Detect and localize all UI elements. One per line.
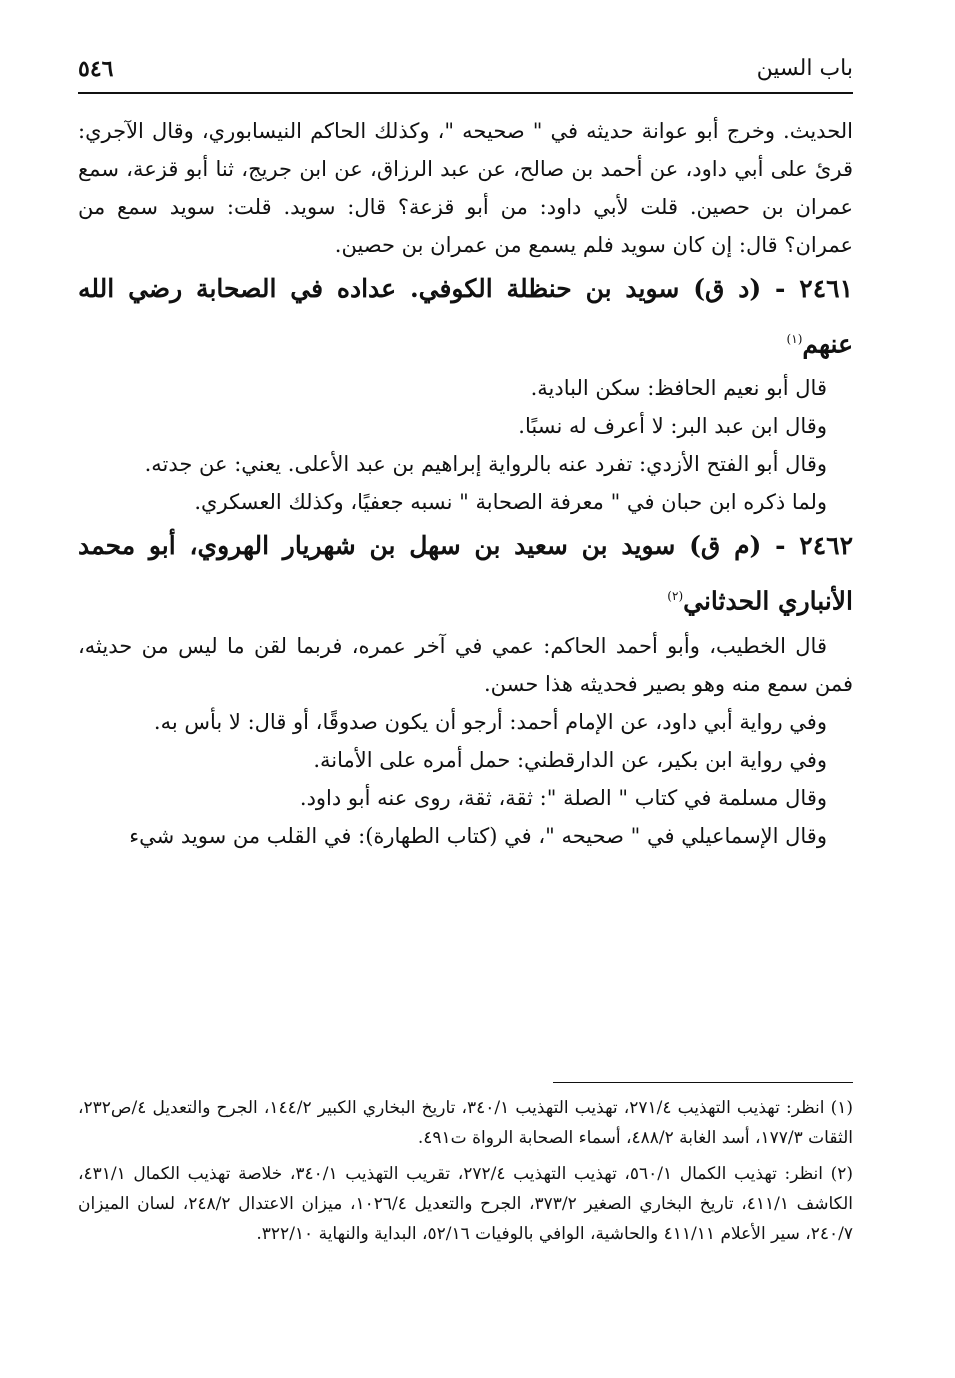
paragraph: قال الخطيب، وأبو أحمد الحاكم: عمي في آخر عمره، فربما لقن ما ليس من حديثه، فمن سمع منه وهو بصير فحديثه هذا حسن. bbox=[78, 633, 853, 696]
chapter-title: باب السين bbox=[756, 56, 853, 81]
paragraph: ولما ذكره ابن حبان في " معرفة الصحابة " نسبه جعفيًا، وكذلك العسكري. bbox=[194, 490, 827, 515]
footnote-marker[interactable]: (٢) bbox=[667, 589, 684, 604]
paragraph: وقال ابن عبد البر: لا أعرف له نسبًا. bbox=[518, 414, 827, 439]
entry-heading bbox=[78, 264, 853, 369]
footnote-divider bbox=[553, 1082, 853, 1083]
main-text bbox=[78, 112, 853, 855]
footnotes bbox=[78, 1082, 853, 1255]
paragraph: قال أبو نعيم الحافظ: سكن البادية. bbox=[530, 376, 827, 401]
paragraph: وقال أبو الفتح الأزدي: تفرد عنه بالرواية إبراهيم بن عبد الأعلى. يعني: عن جدته. bbox=[144, 452, 827, 477]
paragraph: وقال مسلمة في كتاب " الصلة ": ثقة، ثقة، روى عنه أبو داود. bbox=[299, 785, 827, 810]
entry-heading bbox=[78, 521, 853, 626]
entry-heading-text: ٢٤٦١ - (د ق) سويد بن حنظلة الكوفي. عداده في الصحابة رضي الله عنهم bbox=[78, 274, 853, 359]
running-header bbox=[78, 52, 853, 94]
paragraph: وقال الإسماعيلي في " صحيحه "، في (كتاب الطهارة): في القلب من سويد شيء bbox=[129, 823, 827, 848]
footnote: (١) انظر: تهذيب التهذيب ٢٧١/٤، تهذيب التهذيب ٣٤٠/١، تاريخ البخاري الكبير ١٤٤/٢، الجرح والتعديل ٤/ص٢٣٢، الثقات ١٧٧/٣، أسد الغابة ٤٨٨/٢، أسماء الصحابة الرواة ت٤٩١. bbox=[78, 1098, 853, 1148]
footnote-marker[interactable]: (١) bbox=[786, 332, 803, 346]
page-number: ٥٤٦ bbox=[78, 56, 114, 82]
footnote: (٢) انظر: تهذيب الكمال ٥٦٠/١، تهذيب التهذيب ٢٧٢/٤، تقريب التهذيب ٣٤٠/١، خلاصة تهذيب الكمال ٤٣١/١، الكاشف ٤١١/١، تاريخ البخاري الصغير ٣٧٣/٢، الجرح والتعديل ١٠٢٦/٤، ميزان الاعتدال ٢٤٨/٢، لسان الميزان ٢٤٠/٧، سير الأعلام ٤١١/١١ والحاشية، الوافي بالوفيات ٥٢/١٦، البداية والنهاية ٣٢٢/١٠. bbox=[78, 1164, 854, 1244]
paragraph: وفي رواية أبي داود، عن الإمام أحمد: أرجو أن يكون صدوقًا، أو قال: لا بأس به. bbox=[153, 709, 827, 734]
entry-heading-text: ٢٤٦٢ - (م ق) سويد بن سعيد بن سهل بن شهريار الهروي، أبو محمد الأنباري الحدثاني bbox=[78, 531, 853, 616]
paragraph: وفي رواية ابن بكير، عن الدارقطني: حمل أمره على الأمانة. bbox=[313, 747, 827, 772]
paragraph: الحديث. وخرج أبو عوانة حديثه في " صحيحه "، وكذلك الحاكم النيسابوري، وقال الآجري: قرئ على أبي داود، عن أحمد بن صالح، عن عبد الرزاق، عن ابن جريج، ثنا أبو قزعة، سمع عمران بن حصين. قلت لأبي داود: من أبو قزعة؟ قال: سويد. قلت: سويد سمع من عمران؟ قال: إن كان سويد فلم يسمع من عمران بن حصين. bbox=[78, 119, 853, 257]
